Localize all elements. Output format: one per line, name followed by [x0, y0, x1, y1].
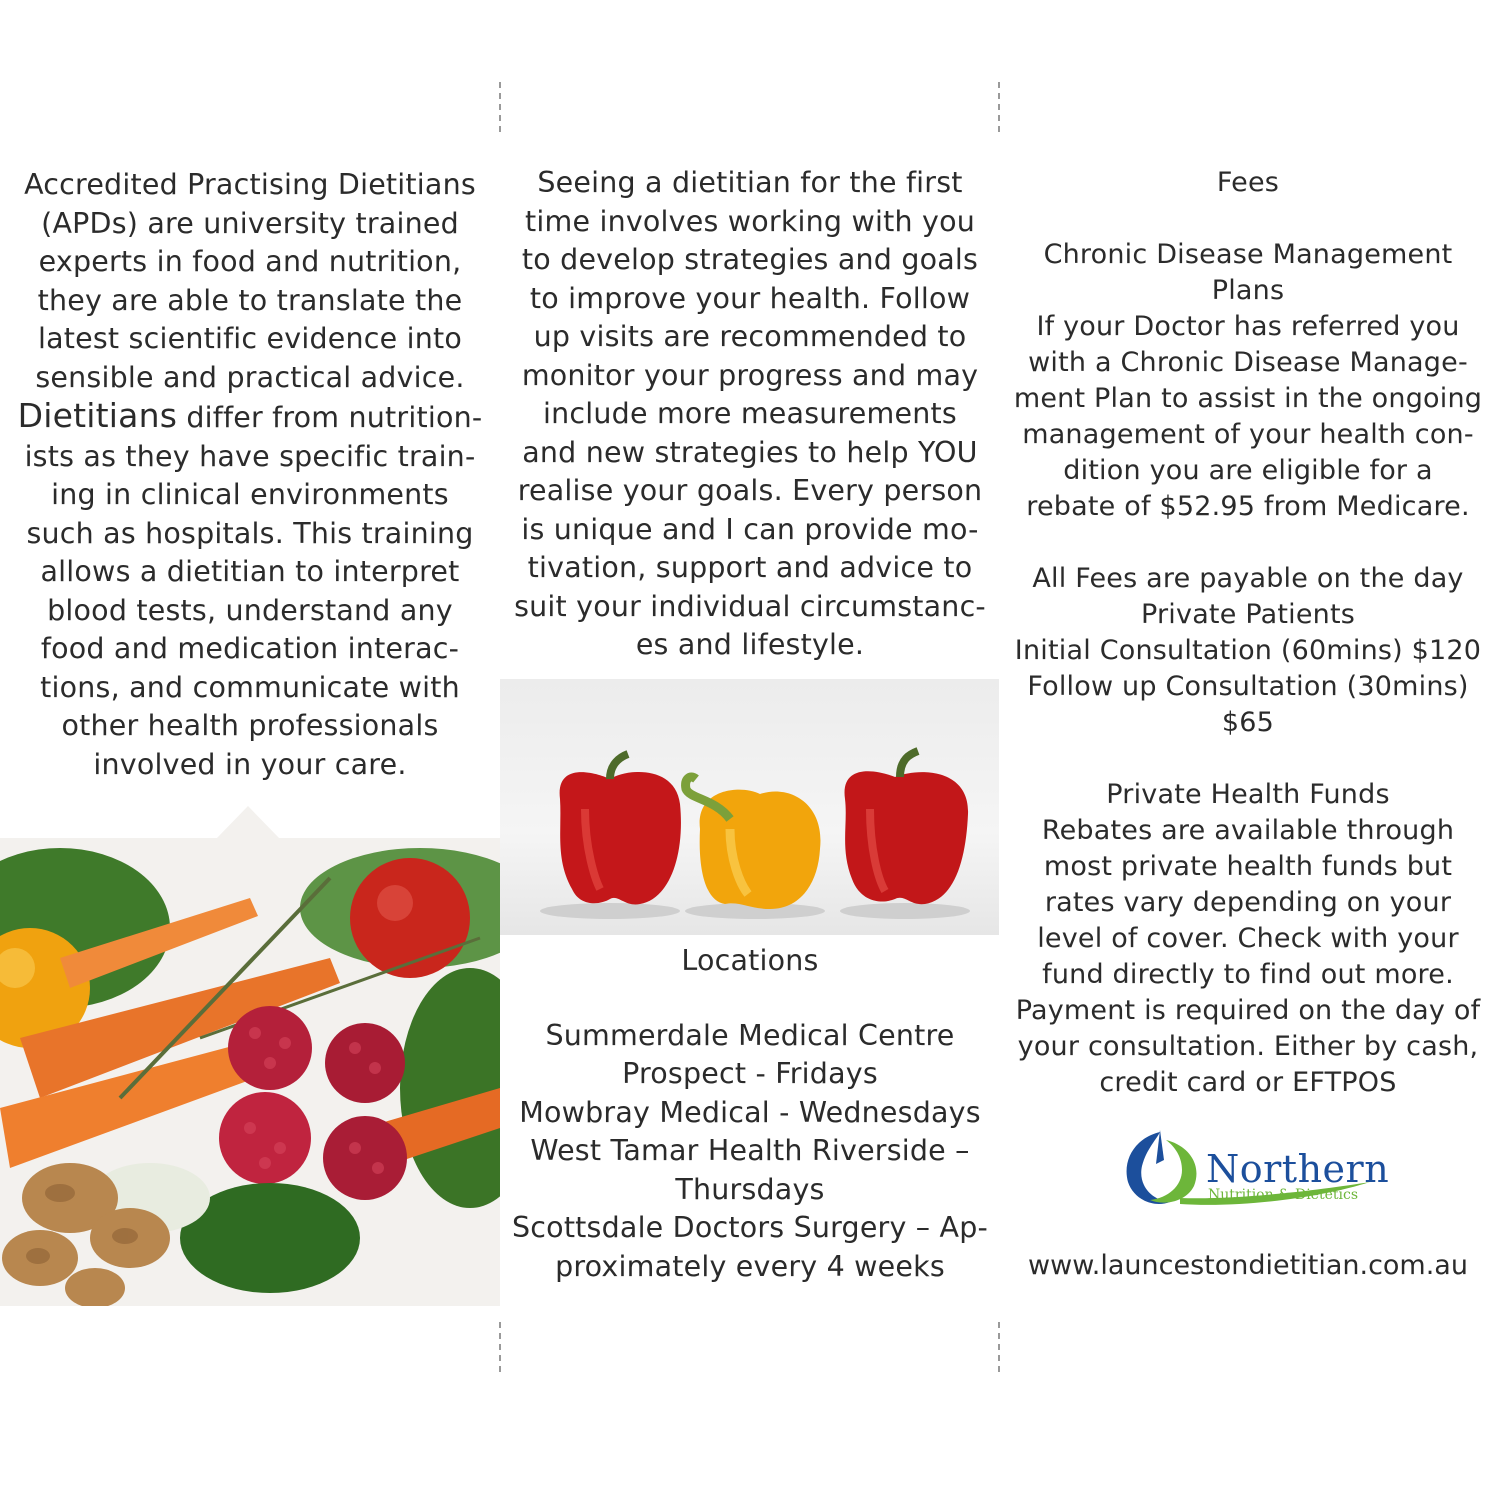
- locations-title: Locations: [681, 944, 819, 977]
- fold-mark-bottom-left: [499, 1322, 501, 1372]
- visit-line: include more measurements: [543, 397, 957, 430]
- cdm-line: dition you are eligible for a: [1063, 455, 1433, 486]
- cdm-line: rebate of $52.95 from Medicare.: [1026, 491, 1470, 522]
- body-line: other health professionals: [61, 709, 439, 742]
- fold-mark-top-left: [499, 82, 501, 132]
- photo-notch: [216, 806, 280, 839]
- logo-name: Northern: [1206, 1147, 1390, 1191]
- panel-fees: [998, 165, 1498, 1101]
- funds-line: Rebates are available through: [1041, 815, 1455, 846]
- visit-line: realise your goals. Every person: [517, 474, 983, 507]
- cdm-line: with a Chronic Disease Manage-: [1028, 347, 1468, 378]
- dietitians-rest: differ from nutrition-: [177, 401, 483, 434]
- private-line: All Fees are payable on the day: [1032, 563, 1464, 594]
- fees-title: Fees: [1216, 167, 1280, 198]
- funds-line: Private Health Funds: [1106, 779, 1390, 810]
- location-line: Mowbray Medical - Wednesdays: [519, 1095, 981, 1129]
- private-line: Follow up Consultation (30mins): [1027, 671, 1469, 702]
- funds-line: your consultation. Either by cash,: [1017, 1031, 1479, 1062]
- website-url[interactable]: www.launcestondietitian.com.au: [1028, 1250, 1468, 1281]
- visit-line: time involves working with you: [525, 204, 975, 238]
- cdm-line: If your Doctor has referred you: [1036, 311, 1460, 342]
- body-line: ists as they have specific train-: [24, 439, 476, 473]
- intro-line: experts in food and nutrition,: [38, 245, 462, 278]
- visit-line: es and lifestyle.: [635, 628, 865, 661]
- vegetables-illustration: [0, 838, 500, 1306]
- visit-line: up visits are recommended to: [533, 320, 967, 353]
- panel-first-visit: [500, 164, 1000, 665]
- visit-line: is unique and I can provide mo-: [521, 512, 979, 546]
- visit-line: to improve your health. Follow: [529, 281, 971, 315]
- location-line: Scottsdale Doctors Surgery – Ap-: [512, 1211, 988, 1244]
- peppers-photo: [500, 679, 999, 935]
- intro-line: latest scientific evidence into: [37, 322, 463, 355]
- funds-line: credit card or EFTPOS: [1099, 1067, 1397, 1098]
- cdm-title: Chronic Disease Management: [1043, 239, 1453, 270]
- panel-about-dietitians: [0, 166, 500, 784]
- intro-line: sensible and practical advice.: [35, 360, 465, 394]
- fold-mark-top-right: [998, 82, 1000, 132]
- private-line: Initial Consultation (60mins) $120: [1014, 635, 1482, 666]
- body-line: allows a dietitian to interpret: [40, 555, 460, 588]
- visit-line: Seeing a dietitian for the first: [537, 166, 963, 199]
- cdm-line: management of your health con-: [1022, 419, 1474, 450]
- cdm-line: ment Plan to assist in the ongoing: [1013, 383, 1483, 414]
- dietitians-line: [0, 397, 500, 438]
- intro-line: they are able to translate the: [37, 283, 463, 317]
- location-line: proximately every 4 weeks: [555, 1249, 945, 1283]
- private-line: Private Patients: [1141, 599, 1355, 630]
- body-line: involved in your care.: [93, 747, 407, 781]
- body-line: tions, and communicate with: [40, 670, 460, 704]
- logo-subtitle: Nutrition & Dietetics: [1208, 1187, 1359, 1203]
- intro-line: Accredited Practising Dietitians: [24, 168, 476, 201]
- location-line: Summerdale Medical Centre: [545, 1018, 955, 1052]
- body-line: such as hospitals. This training: [26, 516, 474, 550]
- funds-line: level of cover. Check with your: [1037, 923, 1459, 954]
- intro-line: (APDs) are university trained: [41, 206, 459, 240]
- location-line: Thursdays: [675, 1172, 825, 1206]
- location-line: West Tamar Health Riverside –: [530, 1134, 970, 1167]
- location-line: Prospect - Fridays: [622, 1057, 878, 1090]
- body-line: food and medication interac-: [40, 632, 460, 665]
- visit-line: tivation, support and advice to: [527, 551, 973, 584]
- body-line: blood tests, understand any: [47, 593, 453, 627]
- peppers-illustration: [500, 679, 999, 935]
- visit-line: suit your individual circumstanc-: [514, 589, 986, 623]
- dietitians-word: Dietitians: [17, 396, 178, 435]
- funds-line: rates vary depending on your: [1044, 887, 1452, 918]
- funds-line: fund directly to find out more.: [1042, 959, 1454, 990]
- funds-line: most private health funds but: [1043, 851, 1453, 882]
- vegetables-photo: [0, 838, 500, 1306]
- visit-line: and new strategies to help YOU: [522, 435, 978, 469]
- cdm-title: Plans: [1211, 275, 1285, 306]
- fold-mark-bottom-right: [998, 1322, 1000, 1372]
- locations-section: [500, 942, 1000, 1286]
- visit-line: to develop strategies and goals: [521, 243, 979, 276]
- private-line: $65: [1221, 707, 1275, 738]
- visit-line: monitor your progress and may: [521, 358, 979, 392]
- funds-line: Payment is required on the day of: [1015, 995, 1481, 1026]
- body-line: ing in clinical environments: [51, 478, 449, 511]
